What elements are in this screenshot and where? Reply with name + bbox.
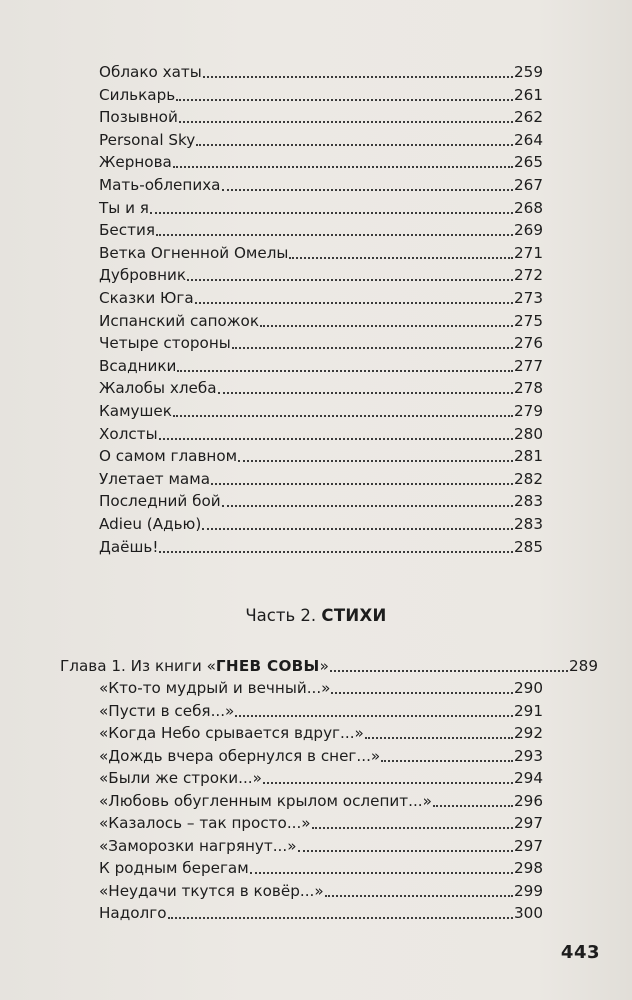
toc-entry xyxy=(99,812,543,834)
toc-entry xyxy=(99,700,543,722)
toc-entry xyxy=(99,264,543,286)
toc-entry xyxy=(99,857,543,879)
entry-page-number: 281 xyxy=(514,447,543,466)
entry-title: Мать-облепиха xyxy=(99,176,221,194)
entry-page-number: 299 xyxy=(514,881,543,900)
dot-leader xyxy=(176,99,513,101)
entry-page-number: 291 xyxy=(514,701,543,720)
entry-page-number: 300 xyxy=(514,904,543,922)
entry-title: Улетает мама xyxy=(99,469,211,488)
toc-entry xyxy=(99,445,543,467)
entry-title: «Заморозки нагрянут...» xyxy=(99,836,297,855)
entry-title: Ветка Огненной Омелы xyxy=(99,243,289,262)
entry-page-number: 282 xyxy=(514,469,543,488)
toc-entry xyxy=(99,902,543,924)
entry-page-number: 297 xyxy=(514,814,543,832)
entry-title: К родным берегам xyxy=(99,859,249,877)
chapter-entry xyxy=(60,655,598,677)
toc-entry xyxy=(99,722,543,744)
dot-leader xyxy=(298,850,514,852)
toc-entry xyxy=(99,197,543,219)
dot-leader xyxy=(365,737,513,739)
dot-leader xyxy=(218,392,513,394)
entry-title: Четыре стороны xyxy=(99,334,231,353)
entry-page-number: 298 xyxy=(514,859,543,877)
toc-entry xyxy=(99,219,543,241)
dot-leader xyxy=(325,895,513,897)
entry-title: «Неудачи ткутся в ковёр...» xyxy=(99,881,324,900)
page-number: 443 xyxy=(560,942,600,963)
dot-leader xyxy=(159,438,513,440)
dot-leader xyxy=(179,121,513,123)
dot-leader xyxy=(195,302,513,304)
dot-leader xyxy=(211,483,513,485)
entry-title: Personal Sky xyxy=(99,130,196,149)
entry-page-number: 275 xyxy=(514,311,543,330)
part-prefix: Часть 2. xyxy=(245,606,317,625)
entry-page-number: 272 xyxy=(514,266,543,285)
entry-page-number: 294 xyxy=(514,769,543,787)
toc-entry xyxy=(99,287,543,309)
dot-leader xyxy=(202,528,513,530)
toc-entry xyxy=(99,745,543,767)
entry-title: Сказки Юга xyxy=(99,289,194,307)
toc-entry xyxy=(99,513,543,535)
toc-entry xyxy=(99,536,543,558)
toc-entry xyxy=(99,106,543,128)
entry-page-number: 262 xyxy=(514,108,543,127)
dot-leader xyxy=(250,872,513,874)
toc-entry xyxy=(99,332,543,354)
entry-title: Позывной xyxy=(99,108,178,127)
dot-leader xyxy=(222,505,513,507)
entry-title: Испанский сапожок xyxy=(99,311,259,330)
entry-title: Adieu (Адью) xyxy=(99,515,202,533)
toc-entry xyxy=(99,61,543,83)
entry-title: «Казалось – так просто...» xyxy=(99,814,311,832)
entry-page-number: 290 xyxy=(514,679,543,697)
entry-page-number: 261 xyxy=(514,85,543,104)
entry-page-number: 271 xyxy=(514,243,543,262)
toc-entry xyxy=(99,151,543,173)
dot-leader xyxy=(235,715,513,717)
entry-page-number: 267 xyxy=(514,176,543,194)
entry-title: Всадники xyxy=(99,356,177,375)
entry-title: «Когда Небо срывается вдруг...» xyxy=(99,724,364,742)
entry-title: Облако хаты xyxy=(99,63,202,81)
part-heading xyxy=(0,604,632,628)
entry-title: Бестия xyxy=(99,221,155,240)
entry-page-number: 277 xyxy=(514,356,543,375)
entry-title: Последний бой xyxy=(99,492,221,511)
dot-leader xyxy=(381,760,513,762)
toc-entry xyxy=(99,677,543,699)
dot-leader xyxy=(196,144,513,146)
dot-leader xyxy=(330,670,568,672)
dot-leader xyxy=(260,325,513,327)
dot-leader xyxy=(187,279,513,281)
toc-entry xyxy=(99,400,543,422)
dot-leader xyxy=(168,917,514,919)
entry-title: Силькарь xyxy=(99,85,176,104)
entry-page-number: 297 xyxy=(514,836,543,855)
dot-leader xyxy=(289,257,513,259)
entry-title: Жернова xyxy=(99,153,172,172)
entry-page-number: 292 xyxy=(514,724,543,742)
toc-entry xyxy=(99,377,543,399)
toc-entry xyxy=(99,310,543,332)
toc-entry xyxy=(99,490,543,512)
entry-page-number: 268 xyxy=(514,198,543,217)
toc-entry xyxy=(99,174,543,196)
entry-page-number: 278 xyxy=(514,379,543,398)
entry-page-number: 283 xyxy=(514,515,543,533)
entry-title: Ты и я xyxy=(99,198,149,217)
chapter-page-number: 289 xyxy=(569,657,598,675)
toc-entry xyxy=(99,84,543,106)
toc-entry xyxy=(99,468,543,490)
entry-page-number: 285 xyxy=(514,537,543,556)
dot-leader xyxy=(156,234,513,236)
entry-page-number: 280 xyxy=(514,424,543,443)
entry-page-number: 273 xyxy=(514,289,543,307)
entry-page-number: 265 xyxy=(514,153,543,172)
dot-leader xyxy=(203,76,513,78)
entry-title: «Дождь вчера обернулся в снег...» xyxy=(99,746,381,765)
toc-entry xyxy=(99,423,543,445)
entry-title: «Были же строки...» xyxy=(99,769,262,787)
entry-title: Дубровник xyxy=(99,266,187,285)
dot-leader xyxy=(232,347,513,349)
entry-title: Даёшь! xyxy=(99,537,159,556)
dot-leader xyxy=(331,692,513,694)
toc-entry xyxy=(99,835,543,857)
dot-leader xyxy=(433,805,513,807)
dot-leader xyxy=(263,782,513,784)
entry-title: Надолго xyxy=(99,904,167,922)
dot-leader xyxy=(159,551,513,553)
dot-leader xyxy=(173,166,513,168)
entry-page-number: 293 xyxy=(514,746,543,765)
dot-leader xyxy=(177,370,513,372)
part-title: СТИХИ xyxy=(321,606,387,625)
entry-title: Холсты xyxy=(99,424,158,443)
entry-title: Камушек xyxy=(99,402,172,420)
toc-entry xyxy=(99,880,543,902)
entry-title: Жалобы хлеба xyxy=(99,379,217,398)
entry-title: «Любовь обугленным крылом ослепит...» xyxy=(99,791,432,810)
entry-page-number: 283 xyxy=(514,492,543,511)
dot-leader xyxy=(150,212,513,214)
entry-page-number: 259 xyxy=(514,63,543,81)
dot-leader xyxy=(173,415,513,417)
entry-page-number: 296 xyxy=(514,791,543,810)
chapter-book-title: ГНЕВ СОВЫ xyxy=(215,657,320,675)
toc-entry xyxy=(99,790,543,812)
toc-entry xyxy=(99,129,543,151)
entry-page-number: 269 xyxy=(514,221,543,240)
chapter-title: Глава 1. Из книги «ГНЕВ СОВЫ» xyxy=(60,657,329,675)
dot-leader xyxy=(222,189,514,191)
entry-page-number: 276 xyxy=(514,334,543,353)
dot-leader xyxy=(312,827,513,829)
entry-title: «Кто-то мудрый и вечный...» xyxy=(99,679,331,697)
entry-title: О самом главном xyxy=(99,447,238,466)
entry-page-number: 279 xyxy=(514,402,543,420)
toc-entry xyxy=(99,767,543,789)
toc-entry xyxy=(99,242,543,264)
entry-title: «Пусти в себя...» xyxy=(99,701,235,720)
dot-leader xyxy=(238,460,513,462)
entry-page-number: 264 xyxy=(514,130,543,149)
toc-entry xyxy=(99,355,543,377)
